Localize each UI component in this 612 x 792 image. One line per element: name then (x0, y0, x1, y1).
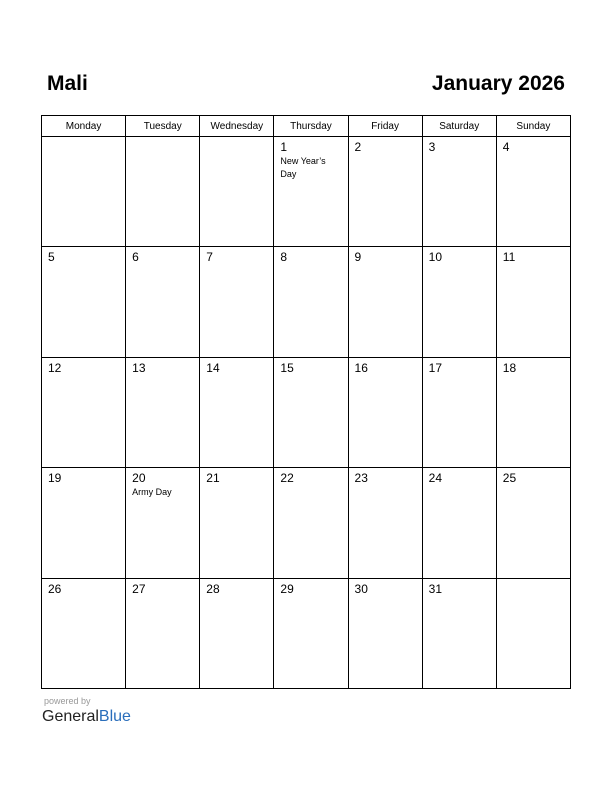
brand-logo (42, 707, 131, 727)
day-cell (496, 137, 570, 247)
day-cell (274, 247, 348, 357)
weekday-saturday: Saturday (422, 116, 496, 137)
week-row (42, 137, 571, 247)
day-cell (42, 247, 126, 357)
day-cell (496, 468, 570, 578)
day-number: 23 (354, 471, 368, 486)
day-number: 28 (206, 581, 220, 596)
day-number: 5 (48, 250, 55, 265)
day-number: 17 (428, 360, 443, 375)
day-cell (348, 137, 422, 247)
day-number: 15 (280, 360, 294, 375)
day-cell (348, 578, 422, 688)
weekday-thursday: Thursday (274, 116, 348, 137)
day-cell (126, 247, 200, 357)
day-cell (274, 137, 348, 247)
holiday-label: New Year’s Day (280, 156, 326, 179)
country-name: Mali (47, 72, 88, 95)
day-number: 3 (428, 140, 436, 154)
day-number: 7 (206, 250, 213, 265)
day-cell (274, 357, 348, 467)
day-cell (200, 357, 274, 467)
day-number: 1 (280, 140, 288, 154)
day-cell (496, 247, 570, 357)
day-cell (42, 578, 126, 688)
day-cell (126, 468, 200, 578)
brand-name-general: General (42, 708, 99, 725)
week-row (42, 247, 571, 357)
day-number: 13 (132, 360, 146, 375)
day-number: 22 (280, 471, 294, 486)
day-cell (348, 468, 422, 578)
day-cell (200, 247, 274, 357)
day-cell (42, 357, 126, 467)
day-number: 24 (428, 471, 443, 486)
day-number: 6 (132, 250, 139, 265)
day-cell (348, 247, 422, 357)
day-cell (200, 468, 274, 578)
empty-day-cell (42, 137, 126, 247)
day-cell (422, 468, 496, 578)
empty-day-cell (200, 137, 274, 247)
day-number: 26 (48, 581, 62, 596)
day-number: 12 (48, 360, 62, 375)
day-number: 25 (502, 471, 517, 486)
day-cell (422, 137, 496, 247)
weekday-sunday: Sunday (496, 116, 570, 137)
empty-day-cell (496, 578, 570, 688)
day-number: 8 (280, 250, 288, 265)
day-cell (496, 357, 570, 467)
day-number: 2 (354, 140, 362, 154)
day-number: 27 (132, 581, 146, 596)
day-cell (422, 247, 496, 357)
day-number: 29 (280, 581, 294, 596)
calendar-body (42, 137, 571, 689)
day-number: 31 (428, 581, 443, 596)
day-number: 21 (206, 471, 220, 486)
day-cell (422, 578, 496, 688)
day-number: 4 (502, 140, 510, 154)
day-cell (348, 357, 422, 467)
day-cell (422, 357, 496, 467)
weekday-friday: Friday (348, 116, 422, 137)
month-title: January 2026 (431, 72, 565, 95)
day-number: 10 (428, 250, 443, 265)
day-number: 14 (206, 360, 220, 375)
day-cell (126, 357, 200, 467)
holiday-label: Army Day (132, 487, 172, 498)
day-number: 16 (354, 360, 368, 375)
week-row (42, 357, 571, 467)
footer (42, 696, 131, 727)
day-cell (42, 468, 126, 578)
day-number: 19 (48, 471, 62, 486)
empty-day-cell (126, 137, 200, 247)
weekday-monday: Monday (42, 116, 126, 137)
day-number: 9 (354, 250, 362, 265)
day-cell (274, 578, 348, 688)
week-row (42, 468, 571, 578)
day-cell (200, 578, 274, 688)
day-number: 20 (132, 471, 146, 486)
calendar-grid (41, 115, 571, 689)
day-cell (126, 578, 200, 688)
powered-by-text: powered by (44, 696, 91, 706)
weekday-wednesday: Wednesday (200, 116, 274, 137)
weekday-tuesday: Tuesday (126, 116, 200, 137)
weekday-header-row (42, 116, 571, 137)
brand-name-blue: Blue (98, 708, 131, 725)
day-cell (274, 468, 348, 578)
day-number: 30 (354, 581, 368, 596)
week-row (42, 578, 571, 688)
day-number: 11 (502, 250, 516, 265)
day-number: 18 (502, 360, 517, 375)
